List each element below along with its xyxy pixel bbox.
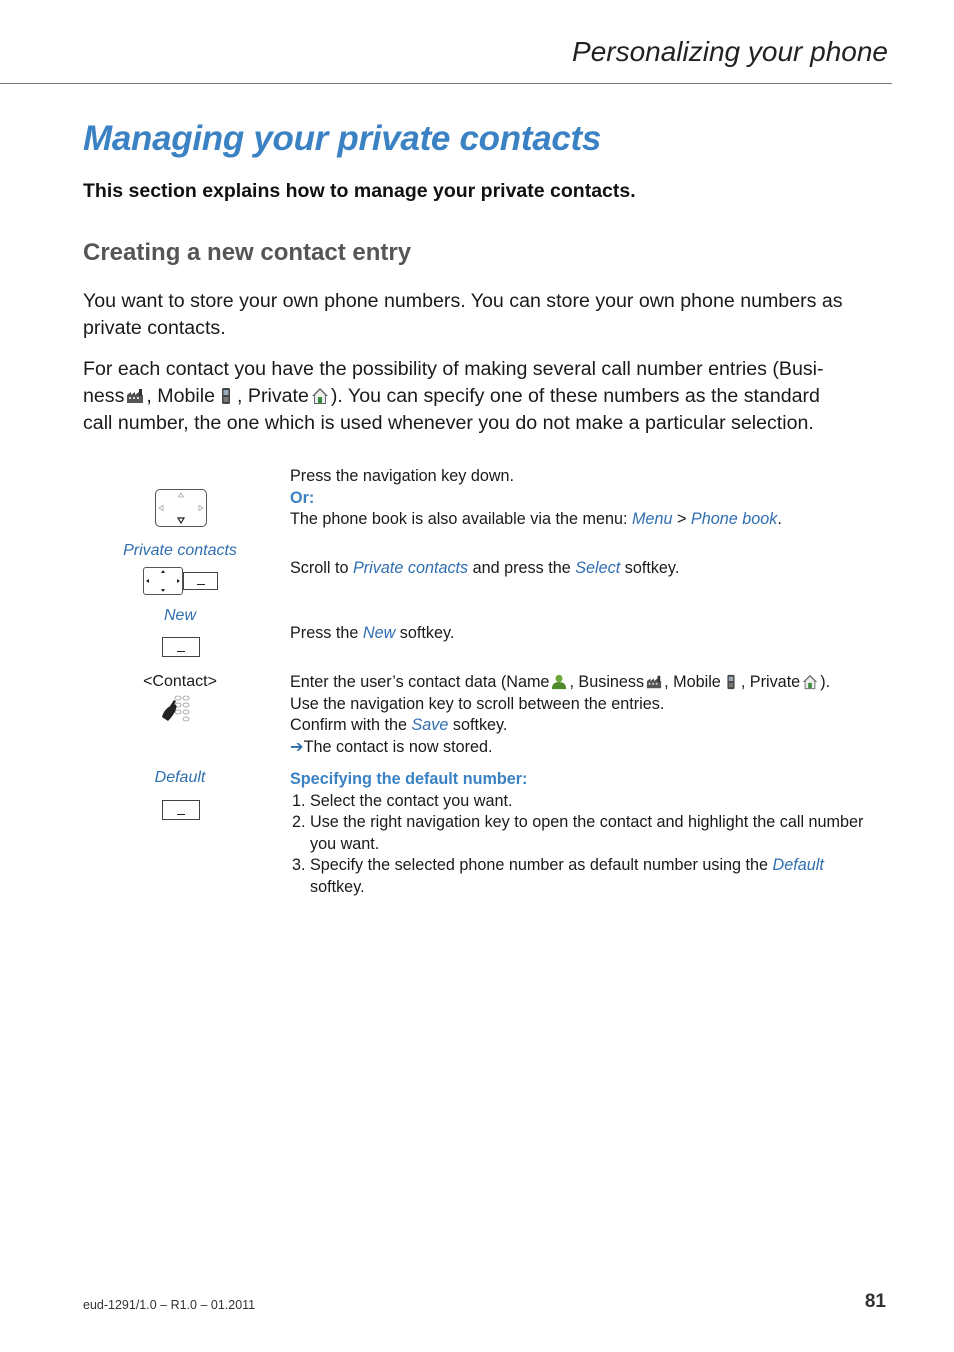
list-item [310, 791, 880, 813]
menu-separator: > [672, 510, 691, 529]
step4-line3-a: Confirm with the [290, 716, 412, 735]
page-number: 81 [864, 1291, 886, 1312]
step2-b: and press the [468, 559, 576, 577]
para2-part-a: For each contact you have the possibility of making several call number entries (Busi- [83, 358, 824, 380]
step4-line2: Use the navigation key to scroll between the entries. [290, 694, 665, 713]
step1-line1: Press the navigation key down. [290, 467, 515, 485]
para2-part-e: ). You can specify one of these numbers as the standard [330, 385, 820, 407]
step1-period: . [777, 510, 782, 529]
step3-b: softkey. [395, 624, 455, 642]
step4-b: , Business [569, 673, 645, 691]
navigation-softkey-icon [143, 567, 183, 595]
list-item-text: Use the right navigation key to open the contact and highlight the call number you want. [310, 813, 864, 853]
step4-a: Enter the user’s contact data (Name [290, 673, 550, 691]
phone-book-keyword: Phone book [690, 510, 778, 529]
default-softkey-icon [162, 800, 200, 820]
keypad-icon [160, 695, 194, 723]
section-heading: Creating a new contact entry [83, 239, 412, 266]
list-item-tail: softkey. [310, 877, 365, 896]
private-contacts-label: Private contacts [123, 542, 237, 559]
step4-line3 [290, 715, 880, 737]
mobile-icon [217, 387, 235, 405]
step4-line3-b: softkey. [448, 716, 508, 735]
call-number-paragraph [83, 356, 891, 437]
page-title: Managing your private contacts [83, 119, 602, 158]
step4-result: The contact is now stored. [303, 737, 493, 756]
step5-text [290, 769, 880, 899]
step2-c: softkey. [620, 559, 680, 577]
step1-line3-text: The phone book is also available via the menu: [290, 510, 632, 529]
para2-part-f: call number, the one which is used whenever you do not make a particular selection. [83, 412, 814, 434]
default-keyword: Default [772, 856, 824, 875]
step4-text [290, 672, 880, 758]
step1-text [290, 466, 880, 531]
step4-line1 [290, 672, 880, 694]
step1-line3 [290, 509, 880, 531]
step4-c: , Mobile [664, 673, 721, 691]
step2-text [290, 558, 880, 580]
private-home-icon [311, 387, 329, 405]
default-label: Default [154, 769, 206, 786]
select-keyword: Select [575, 559, 621, 577]
step4-e: ). [820, 673, 831, 691]
step4-line4 [290, 737, 880, 759]
save-keyword: Save [411, 716, 449, 735]
step1-or: Or: [290, 488, 315, 507]
default-number-heading: Specifying the default number: [290, 770, 528, 788]
result-arrow-icon: ➔ [290, 737, 304, 756]
new-softkey-icon [162, 637, 200, 657]
document-id: eud-1291/1.0 – R1.0 – 01.2011 [83, 1298, 256, 1312]
new-label: New [163, 607, 196, 624]
business-icon [126, 387, 144, 405]
step3-a: Press the [290, 624, 363, 642]
intro-paragraph: You want to store your own phone numbers. You can store your own phone numbers as private contacts. [83, 290, 843, 339]
private-contacts-keyword: Private contacts [352, 559, 469, 577]
business-icon [646, 674, 662, 690]
list-item-text: Select the contact you want. [310, 791, 513, 810]
select-softkey-icon [183, 572, 218, 590]
step3-text [290, 623, 880, 645]
list-item [310, 812, 880, 855]
chapter-header: Personalizing your phone [572, 36, 888, 67]
menu-keyword: Menu [631, 510, 673, 529]
step2-a: Scroll to [290, 559, 353, 577]
header-rule [0, 83, 892, 84]
name-person-icon [551, 674, 567, 690]
list-item [310, 855, 880, 898]
contact-label: <Contact> [143, 673, 217, 690]
new-keyword: New [362, 624, 396, 642]
lead-text: This section explains how to manage your private contacts. [83, 180, 636, 202]
para2-part-b: ness [83, 385, 125, 407]
navigation-key-icon [155, 489, 207, 527]
list-item-text: Specify the selected phone number as default number using the [310, 856, 773, 875]
para2-part-c: , Mobile [146, 385, 215, 407]
private-home-icon [802, 674, 818, 690]
step4-d: , Private [740, 673, 801, 691]
mobile-icon [723, 674, 739, 690]
para2-part-d: , Private [237, 385, 309, 407]
default-number-steps [290, 791, 880, 899]
